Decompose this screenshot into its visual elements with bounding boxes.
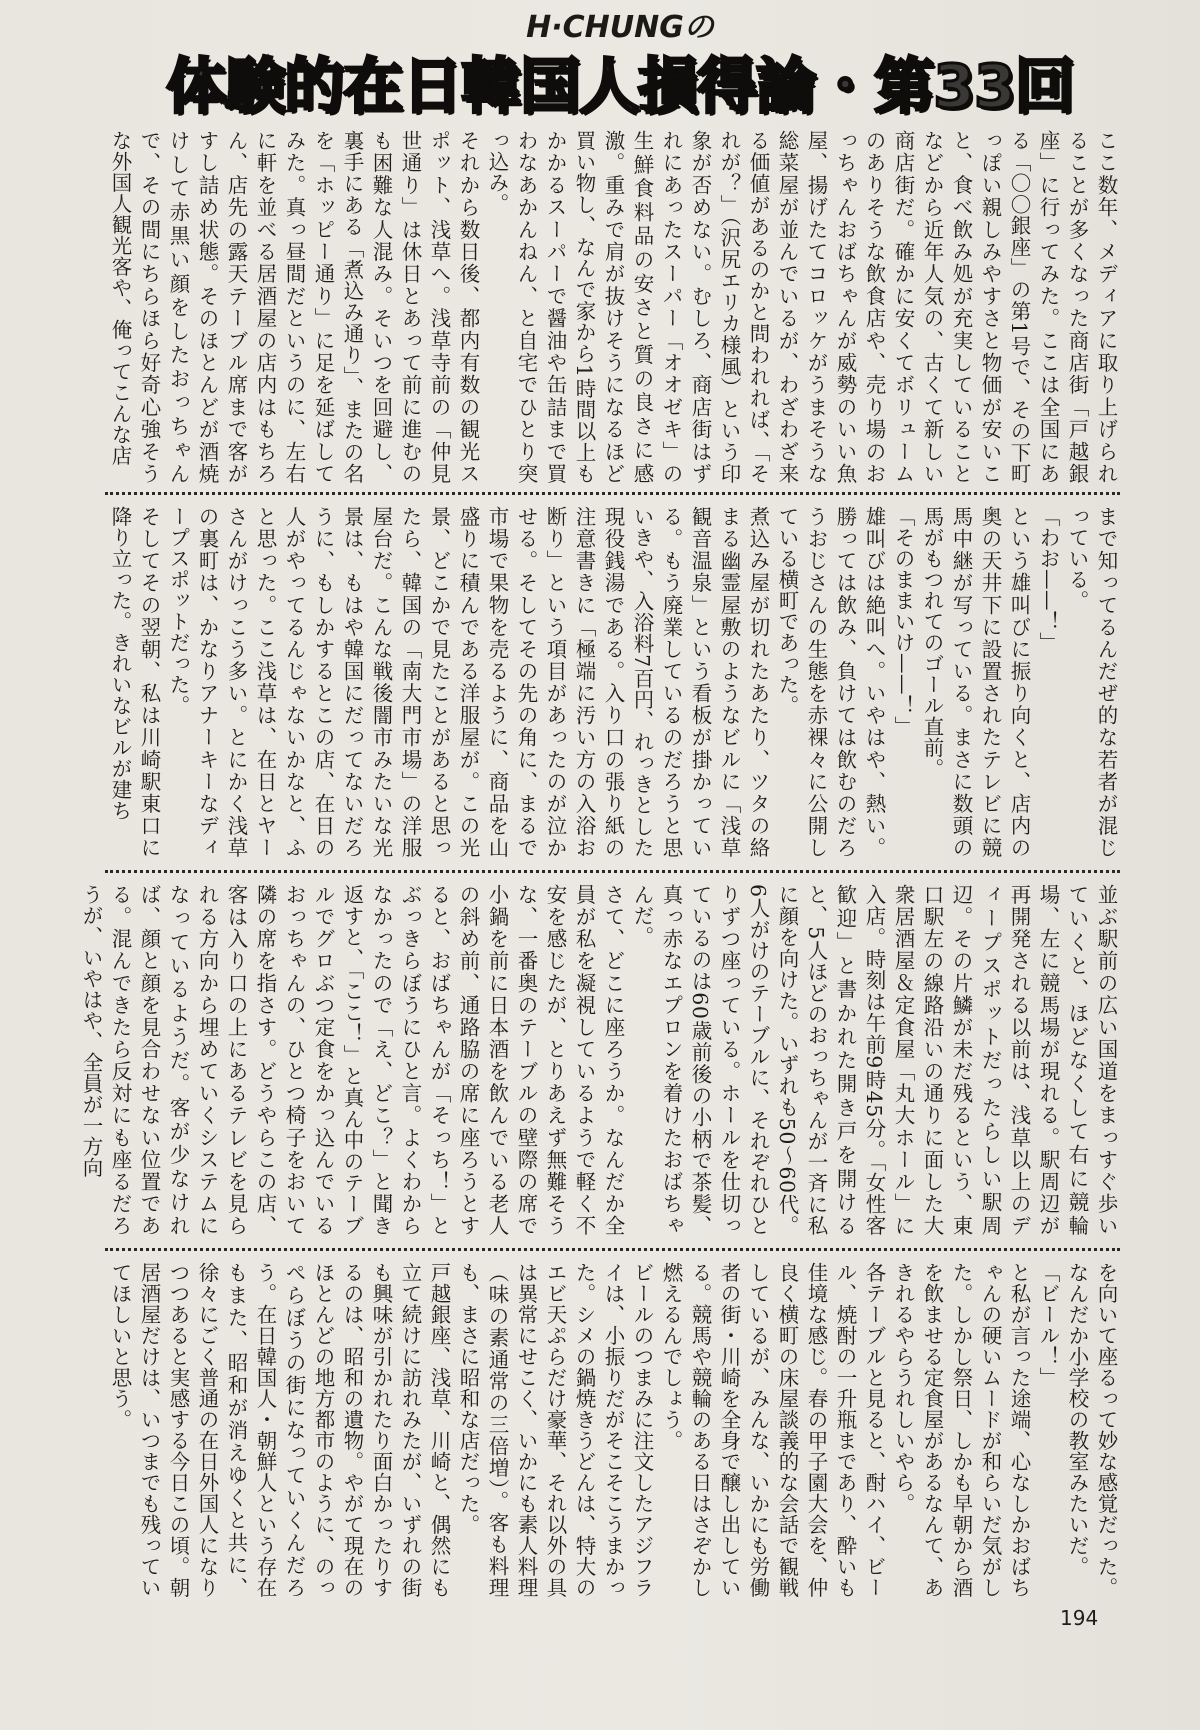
paragraph: 戸越銀座、浅草、川崎と、偶然にも立て続けに訪れみたが、いずれの街も興味が引かれたり面白かったりするのは、昭和の遺物。やがて現在のほとんどの地方都市のように、のっぺらぼうの街になっていくんだろう。在日韓国人・朝鮮人という存在もまた、昭和が消えゆくと共に、徐々にごく普通の在日外国人になりつつあると実感する今日この頃。朝居酒屋だけは、いつまでも残っていてほしいと思う。 [108, 1262, 451, 1598]
page-number: 194 [1060, 1606, 1099, 1630]
dotted-divider [105, 870, 1120, 873]
paragraph: 並ぶ駅前の広い国道をまっすぐ歩いていくと、ほどなくして右に競輪場、左に競馬場が現れる。駅周辺が再開発される以前は、浅草以上のディープスポットだったらしい駅周辺。その片鱗が未だ残るという、東口駅左の線路沿いの通りに面した大衆居酒屋＆定食屋「丸大ホール」に入店。時刻は午前9時45分。「女性客歓迎」と書かれた開き戸を開けると、5人ほどのおっちゃんが一斉に私に顔を向けた。いずれも50〜60代。6人がけのテーブルに、それぞれひとりずつ座っている。ホールを仕切っているのは60歳前後の小柄で茶髪、真っ赤なエプロンを着けたおばちゃんだ。 [630, 884, 1118, 1236]
paragraph: さて、どこに座ろうか。なんだか全員が私を凝視しているようで軽く不安を感じたが、とりあえず無難そうな、一番奥のテーブルの壁際の席で小鍋を前に日本酒を飲んでいる老人の斜め前、通路脇の席に座ろうとすると、おばちゃんが「そっち！」とぶっきらぼうにひと言。よくわからなかったので「え、どこ？」と聞き返すと、「ここ！」と真ん中のテーブルでグロぶつ定食をかっ込んでいるおっちゃんの、ひとつ椅子をおいて隣の席を指さす。どうやらこの店、客は入り口の上にあるテレビを見られる方向から埋めていくシステムになっているようだ。客が少なければ、顔と顔を見合わせない位置である。混んできたら反対にも座るだろうが、いやはや、全員が一方向 [79, 884, 625, 1236]
paragraph: という雄叫びに振り向くと、店内の奥の天井下に設置されたテレビに競馬中継が写っている。まさに数頭の馬がもつれてのゴール直前。 [920, 506, 1031, 858]
paragraph: 「わお——！」 [1036, 506, 1060, 653]
article-title: 体験的在日韓国人損得論・第33回 [166, 52, 1074, 122]
text-band-1 [105, 130, 1120, 484]
article-header [140, 10, 1100, 128]
paragraph: 雄叫びは絶叫へ。いやはや、熱い。勝っては飲み、負けては飲むのだろうおじさんの生態を赤裸々に公開している横町であった。 [775, 506, 886, 858]
paragraph: 「ビール！」 [1036, 1262, 1060, 1388]
paragraph: を向いて座るって妙な感覚だった。なんだか小学校の教室みたいだ。 [1065, 1262, 1118, 1598]
text-band-2 [105, 506, 1120, 858]
paragraph: と私が言った途端、心なしかおばちゃんの硬いムードが和らいだ気がした。しかし祭日、しかも早朝から酒を飲ませる定食屋があるなんて、あきれるやらうれしいやら。 [891, 1262, 1031, 1598]
bleed-through-text [1126, 60, 1188, 1560]
dotted-divider [105, 1248, 1120, 1251]
text-band-4 [105, 1262, 1120, 1598]
series-name: H·CHUNGの [526, 10, 714, 45]
text-band-3 [79, 884, 1120, 1236]
paragraph: まで知ってるんだぜ的な若者が混じっている。 [1065, 506, 1118, 858]
dotted-divider [105, 492, 1120, 495]
paragraph: 煮込み屋が切れたあたり、ツタの絡まる幽霊屋敷のようなビルに「浅草観音温泉」という看板が掛かっている。もう廃業しているのだろうと思いきや、入浴料7百円、れっきとした現役銭湯である。入り口の張り紙の注意書きに「極端に汚い方の入浴お断り」という項目があったのが泣かせる。そしてその先の角に、まるで市場で果物を売るように、商品を山盛りに積んである洋服屋が。この光景、どこかで見たことがあると思ったら、韓国の「南大門市場」の洋服屋台だ。こんな戦後闇市みたいな光景は、もはや韓国にだってないだろうに、もしかするとこの店、在日の人がやってるんじゃないかなと、ふと思った。ここ浅草は、在日とヤーさんがけっこう多い。とにかく浅草の裏町は、かなりアナーキーなディープスポットだった。 [166, 506, 770, 858]
paragraph: 各テーブルと見ると、酎ハイ、ビール、焼酎の一升瓶まであり、酔いも佳境な感じ。春の甲子園大会を、仲良く横町の床屋談義的な会話で観戦しているが、みんな、いかにも労働者の街・川崎を全身で醸し出している。競馬や競輪のある日はさぞかし燃えるんでしょう。 [659, 1262, 886, 1598]
paragraph: 「そのままいけ——！」 [891, 506, 915, 737]
paragraph: ここ数年、メディアに取り上げられることが多くなった商店街「戸越銀座」に行ってみた。ここは全国にある「〇〇銀座」の第1号で、その下町っぽい親しみやすさと物価が安いこと、食べ飲み処が充実していることなどから近年人気の、古くて新しい商店街だ。確かに安くてボリュームのありそうな飲食店や、売り場のおっちゃんおばちゃんが威勢のいい魚屋、揚げたてコロッケがうまそうな総菜屋が並んでいるが、わざわざ来る価値があるのかと問われれば、「それが？」（沢尻エリカ様風）という印象が否めない。むしろ、商店街はずれにあったスーパー「オオゼキ」の生鮮食料品の安さと質の良さに感激。重みで肩が抜けそうになるほど買い物し、なんで家から1時間以上もかかるスーパーで醤油や缶詰まで買わなあかんねん、と自宅でひとり突っ込み。 [485, 130, 1118, 485]
paragraph: そしてその翌朝、私は川崎駅東口に降り立った。きれいなビルが建ち [108, 506, 161, 858]
paragraph: ビールのつまみに注文したアジフライは、小振りだがそこそこうまかった。シメの鍋焼きうどんは、特大のエビ天ぷらだけ豪華、それ以外の具は異常にせこく、いかにも素人料理（味の素通常の三倍増）。客も料理も、まさに昭和な店だった。 [456, 1262, 654, 1598]
paragraph: それから数日後、都内有数の観光スポット、浅草へ。浅草寺前の「仲見世通り」は休日とあって前に進むのも困難な人混み。そいつを回避し、裏手にある「煮込み通り」、またの名を「ホッピー通り」に足を延ばしてみた。真っ昼間だというのに、左右に軒を並べる居酒屋の店内はもちろん、店先の露天テーブル席まで客がすし詰め状態。そのほとんどが酒焼けして赤黒い顔をしたおっちゃんで、その間にちらほら好奇心強そうな外国人観光客や、俺ってこんな店 [108, 130, 480, 485]
